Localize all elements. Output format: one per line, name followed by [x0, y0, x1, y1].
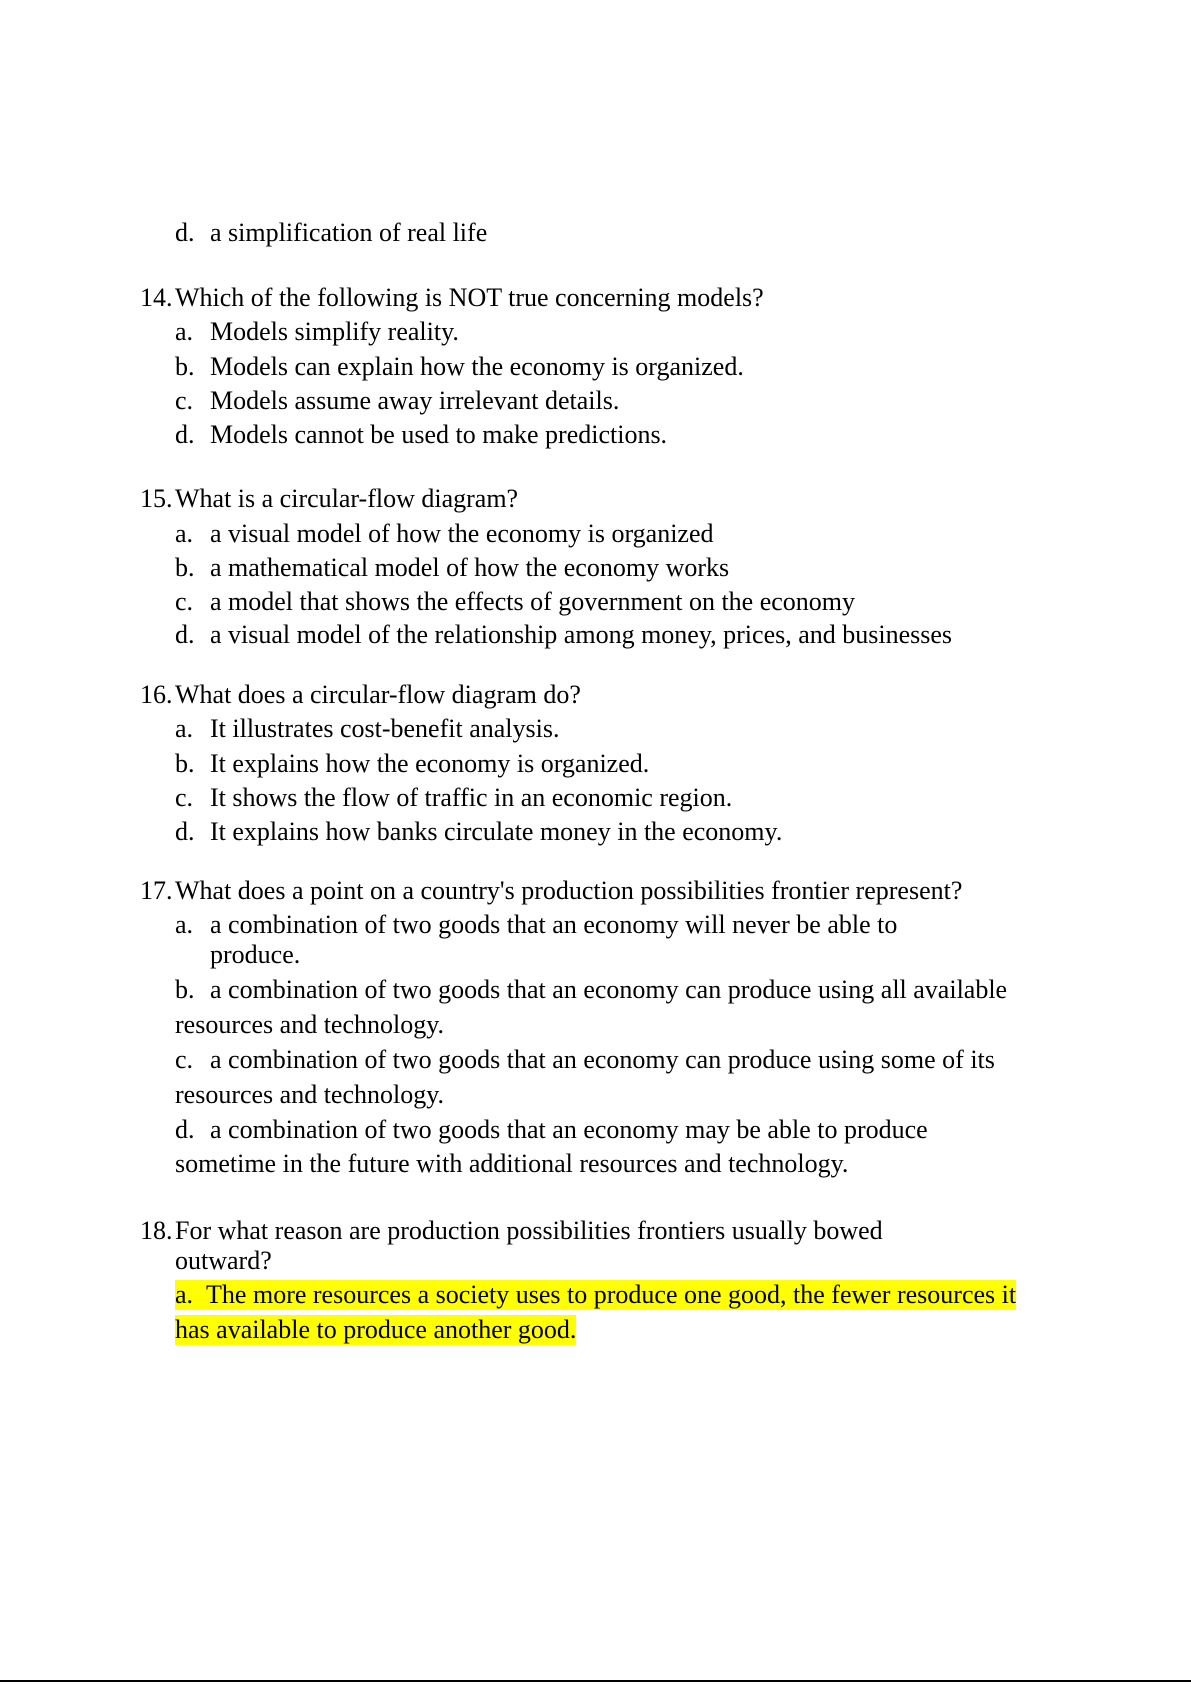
option-letter: d. — [175, 817, 195, 846]
option-letter: d. — [175, 218, 195, 247]
option-text: It illustrates cost-benefit analysis. — [210, 714, 560, 743]
option-text: a combination of two goods that an economy can produce using all available — [210, 975, 1008, 1004]
option-letter: a. — [175, 714, 194, 743]
option-text: a combination of two goods that an economy will never be able to — [210, 910, 898, 939]
question-number: 17. — [140, 876, 173, 905]
option-text: Models can explain how the economy is organized. — [210, 352, 744, 381]
option-text: The more resources a society uses to produce one good, the fewer resources it — [206, 1280, 1017, 1309]
question-number: 16. — [140, 680, 173, 709]
option-text-continued: resources and technology. — [175, 1010, 445, 1039]
option-letter: a. — [175, 317, 194, 346]
option-letter: d. — [175, 620, 195, 649]
option-text-continued: resources and technology. — [175, 1080, 445, 1109]
option-text: Models cannot be used to make predictions. — [210, 420, 668, 449]
option-text: Models simplify reality. — [210, 317, 459, 346]
option-text-continued: produce. — [210, 940, 301, 969]
question-text: Which of the following is NOT true concerning models? — [175, 283, 764, 312]
option-letter: c. — [175, 1045, 194, 1074]
option-text: a model that shows the effects of government on the economy — [210, 587, 856, 616]
option-letter: b. — [175, 352, 195, 381]
option-letter: b. — [175, 749, 195, 778]
option-letter: b. — [175, 553, 195, 582]
option-text: a combination of two goods that an economy can produce using some of its — [210, 1045, 995, 1074]
highlighted-answer — [175, 1280, 1016, 1310]
option-letter: a. — [175, 519, 194, 548]
question-number: 15. — [140, 484, 173, 513]
question-number: 14. — [140, 283, 173, 312]
option-letter: a. — [175, 1280, 194, 1309]
option-text: a visual model of how the economy is organized — [210, 519, 714, 548]
option-text-continued: has available to produce another good. — [175, 1315, 577, 1344]
option-letter: c. — [175, 783, 194, 812]
page-bottom-divider — [0, 1680, 1191, 1682]
question-number: 18. — [140, 1216, 173, 1245]
option-letter: c. — [175, 587, 194, 616]
question-text: What does a point on a country's production possibilities frontier represent? — [175, 876, 963, 905]
option-text: a mathematical model of how the economy works — [210, 553, 730, 582]
option-text: a simplification of real life — [210, 218, 488, 247]
option-text: It explains how the economy is organized. — [210, 749, 650, 778]
option-text: It explains how banks circulate money in the economy. — [210, 817, 783, 846]
option-text: a combination of two goods that an economy may be able to produce — [210, 1115, 928, 1144]
option-text: Models assume away irrelevant details. — [210, 386, 620, 415]
question-text: What is a circular-flow diagram? — [175, 484, 519, 513]
option-letter: b. — [175, 975, 195, 1004]
option-letter: d. — [175, 1115, 195, 1144]
question-text: What does a circular-flow diagram do? — [175, 680, 581, 709]
option-text-continued: sometime in the future with additional resources and technology. — [175, 1149, 849, 1178]
option-letter: c. — [175, 386, 194, 415]
question-text-continued: outward? — [175, 1246, 272, 1275]
question-text: For what reason are production possibilities frontiers usually bowed — [175, 1216, 883, 1245]
option-letter: a. — [175, 910, 194, 939]
option-text: It shows the flow of traffic in an economic region. — [210, 783, 733, 812]
option-text: a visual model of the relationship among money, prices, and businesses — [210, 620, 953, 649]
option-letter: d. — [175, 420, 195, 449]
